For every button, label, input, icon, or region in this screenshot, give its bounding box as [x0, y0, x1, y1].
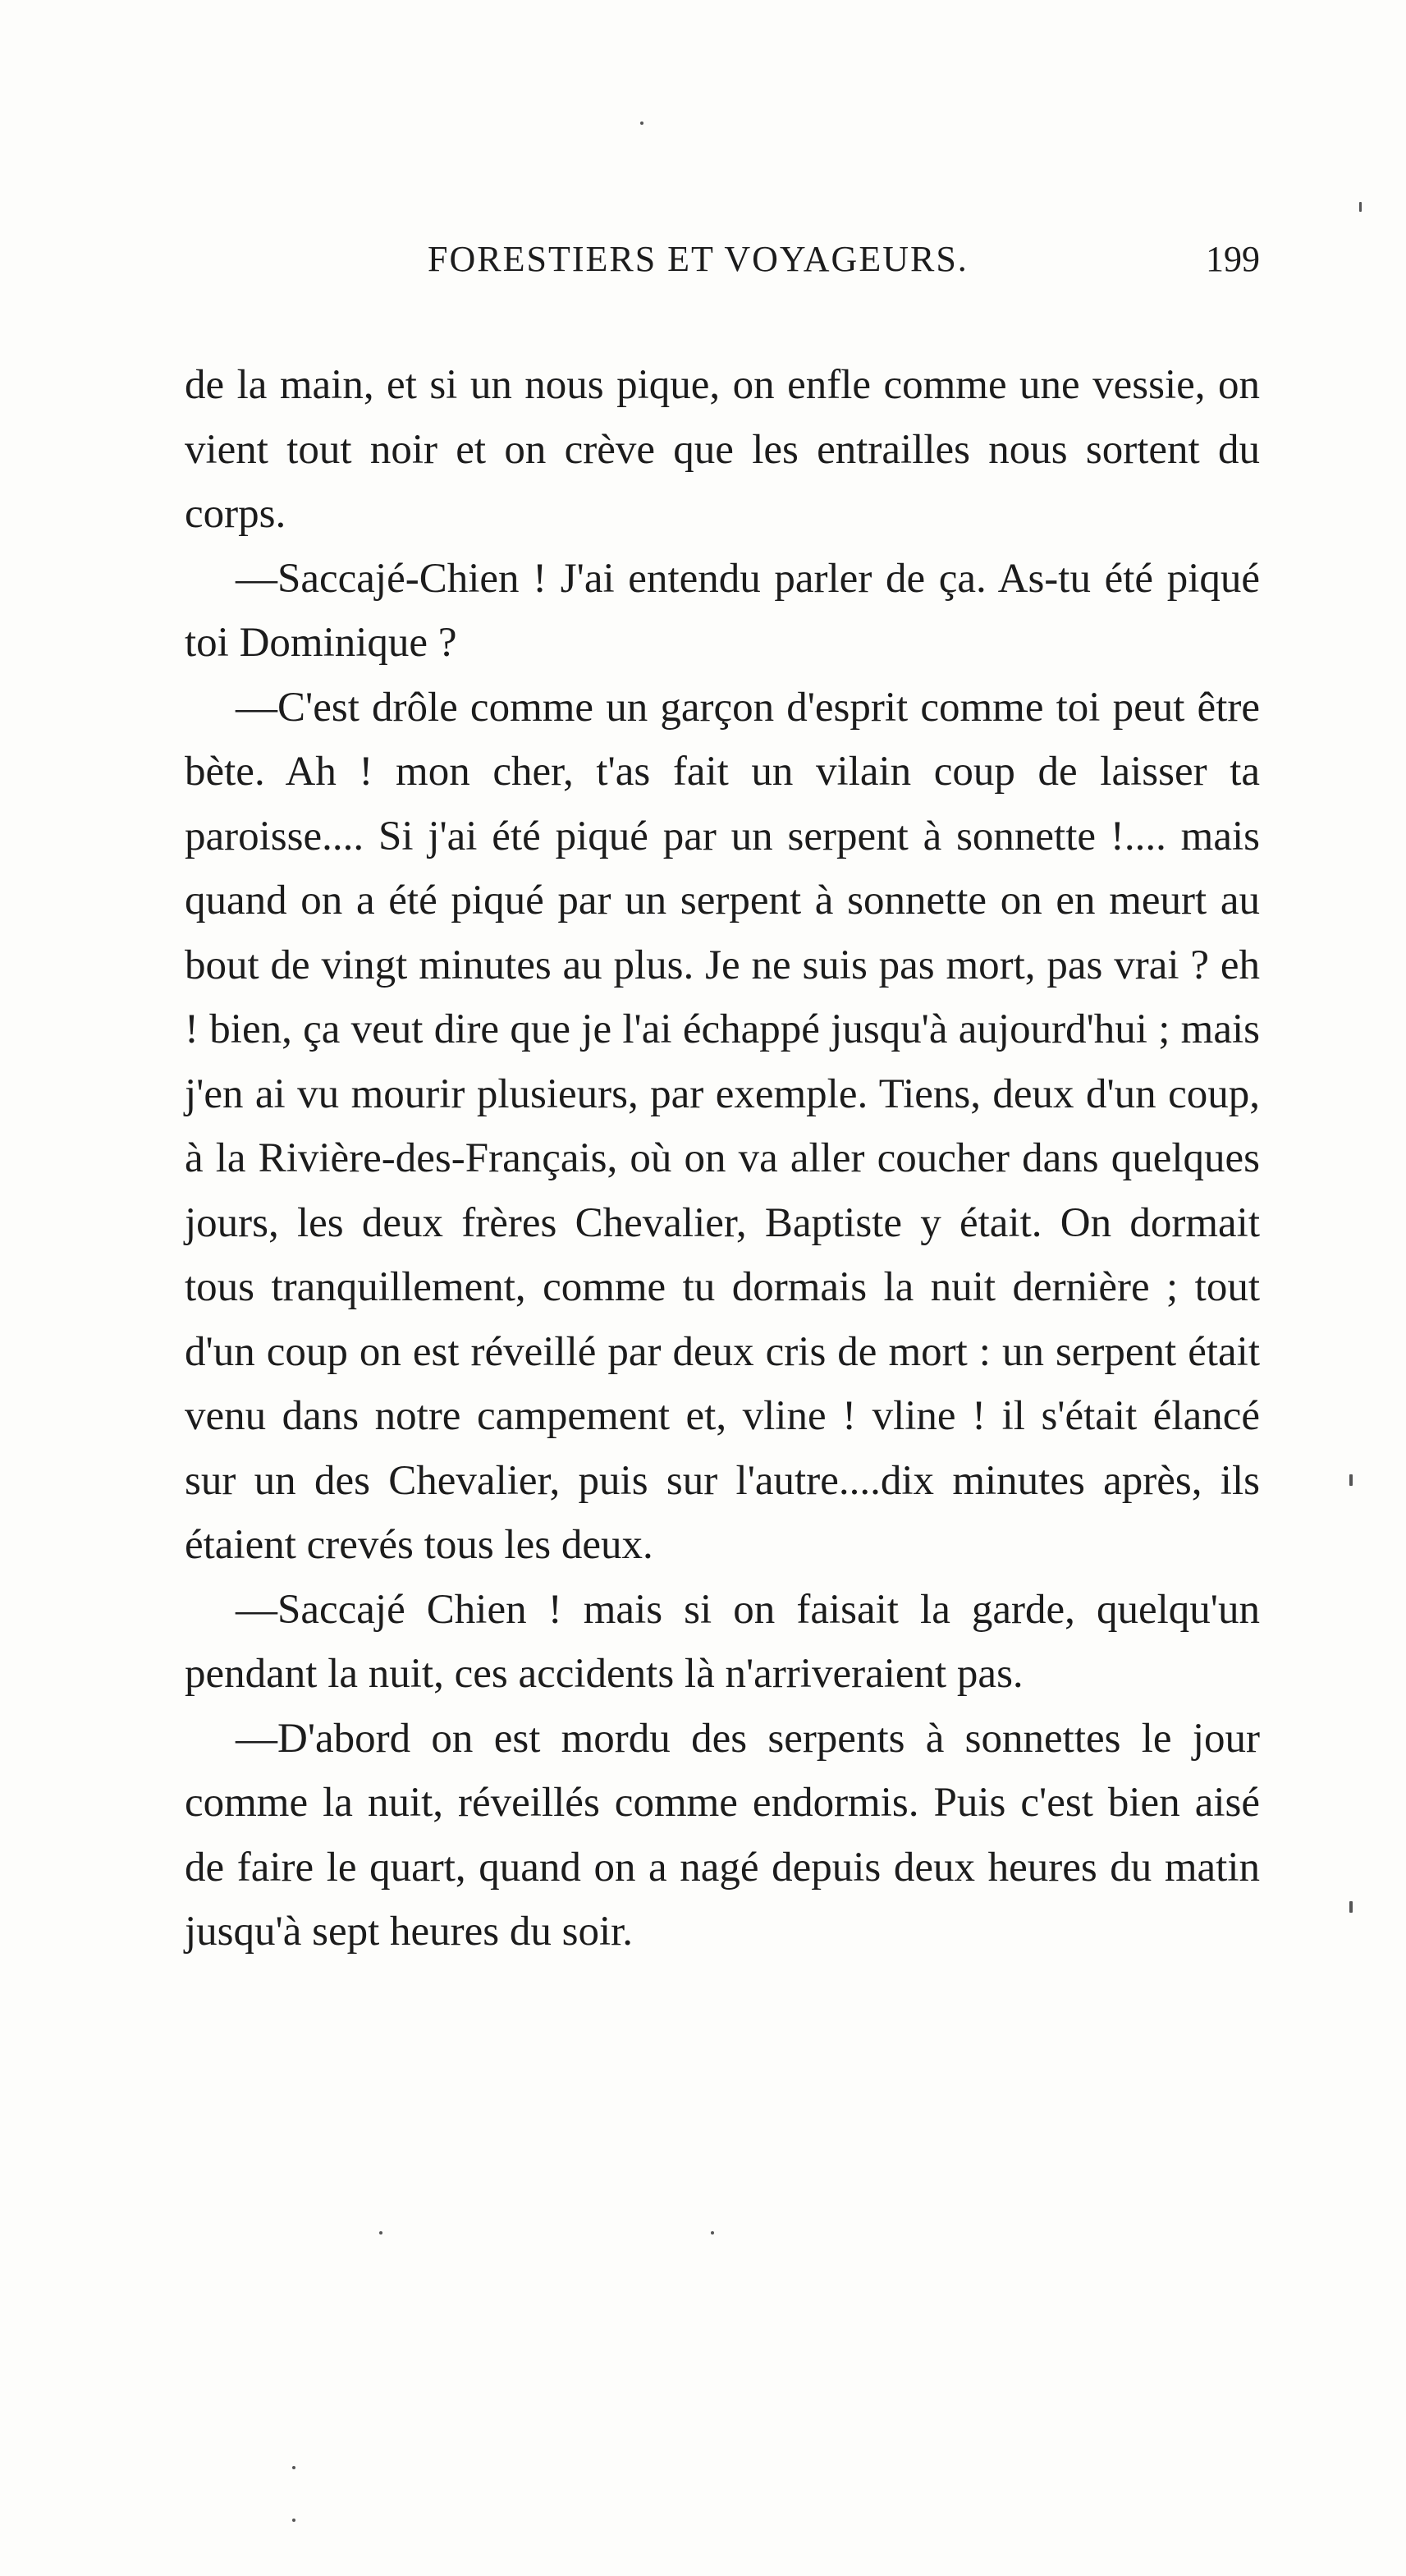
paragraph-dialogue: —Saccajé-Chien ! J'ai entendu parler de ça. As-tu été piqué toi Dominique ? — [185, 555, 1260, 666]
paragraph-dialogue: —Saccajé Chien ! mais si on faisait la garde, quelqu'un pendant la nuit, ces accidents là n'arriveraient pas. — [185, 1586, 1260, 1697]
scan-speck — [711, 2231, 714, 2235]
scan-speck — [1349, 1901, 1353, 1913]
paragraph-continuation: de la main, et si un nous pique, on enfle comme une vessie, on vient tout noir et on crève que les entrailles nous sortent du corps. — [185, 362, 1260, 537]
scan-speck — [640, 121, 643, 125]
text-body — [185, 353, 1260, 1964]
scan-speck — [379, 2231, 382, 2235]
paragraph-dialogue: —D'abord on est mordu des serpents à sonnettes le jour comme la nuit, réveillés comme endormis. Puis c'est bien aisé de faire le quart, quand on a nagé depuis deux heures du matin jusqu'à sept heures du soir. — [185, 1715, 1260, 1955]
scan-speck — [1349, 1474, 1353, 1486]
running-title: FORESTIERS ET VOYAGEURS. — [428, 239, 969, 279]
scan-speck — [1359, 202, 1362, 212]
paragraph-dialogue: —C'est drôle comme un garçon d'esprit comme toi peut être bète. Ah ! mon cher, t'as fait un vilain coup de laisser ta paroisse.... Si j'ai été piqué par un serpent à sonnette !.... mais quand on a été piqué par un serpent à sonnette on en meurt au bout de vingt minutes au plus. Je ne suis pas mort, pas vrai ? eh ! bien, ça veut dire que je l'ai échappé jusqu'à aujourd'hui ; mais j'en ai vu mourir plusieurs, par exemple. Tiens, deux d'un coup, à la Rivière-des-Français, où on va aller coucher dans quelques jours, les deux frères Chevalier, Baptiste y était. On dormait tous tranquillement, comme tu dormais la nuit dernière ; tout d'un coup on est réveillé par deux cris de mort : un serpent était venu dans notre campement et, vline ! vline ! il s'était élancé sur un des Chevalier, puis sur l'autre....dix minutes après, ils étaient crevés tous les deux. — [185, 684, 1260, 1568]
page-number: 199 — [1206, 239, 1260, 279]
scan-speck — [292, 2519, 295, 2522]
scan-speck — [292, 2466, 295, 2469]
running-header — [185, 238, 1260, 296]
